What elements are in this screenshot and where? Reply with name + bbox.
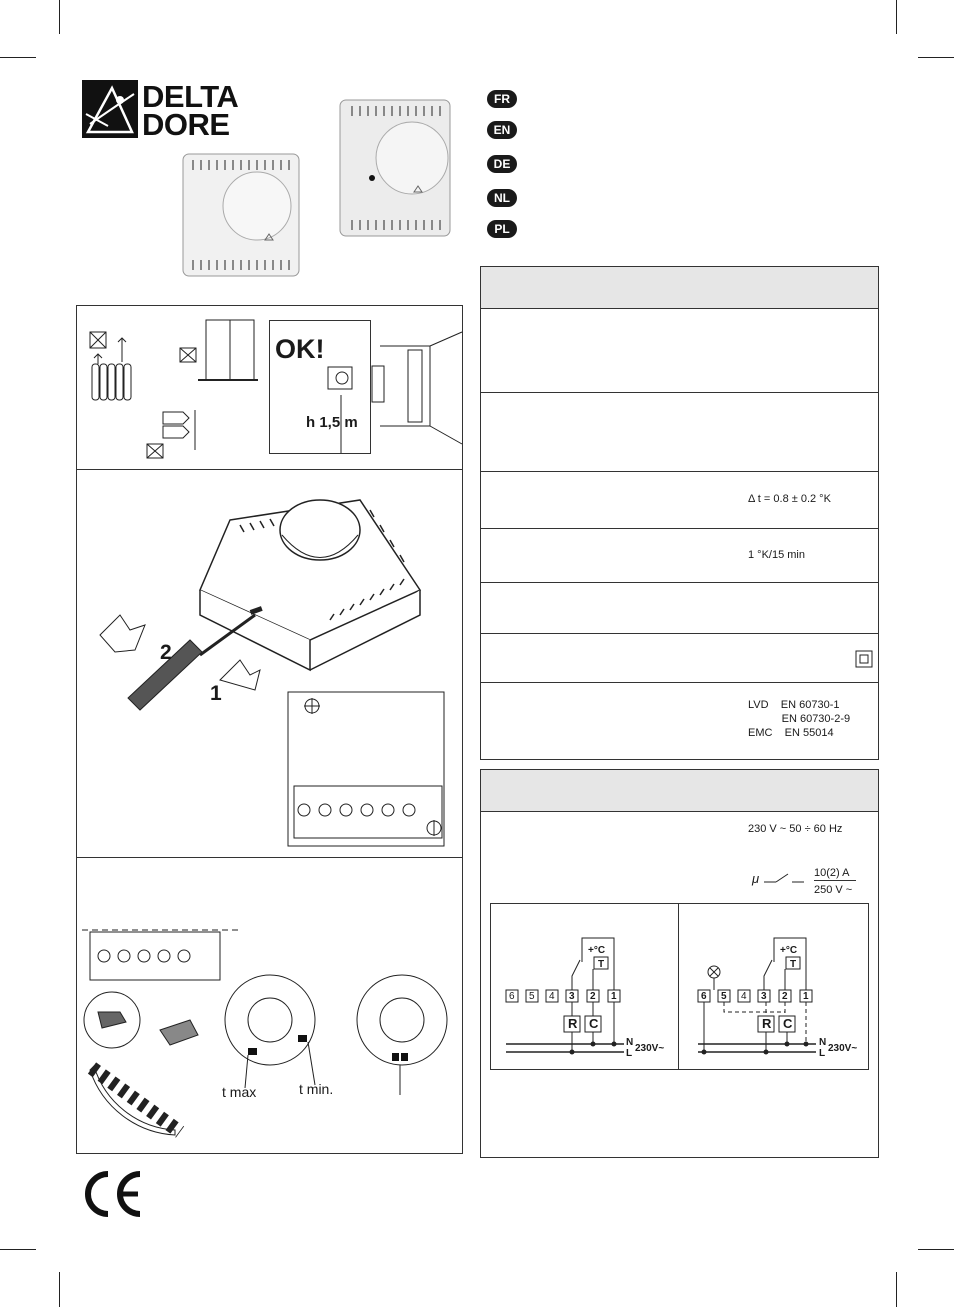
brand-name-line1: DELTA — [142, 79, 239, 114]
standard-lvd-1: LVD EN 60730-1 — [748, 699, 840, 711]
terminal-5: 5 — [529, 991, 535, 1002]
rating-current: 10(2) A — [814, 867, 850, 879]
brand-logo — [82, 79, 242, 142]
specs-row-divider — [481, 392, 878, 393]
radiator-avoid-icon — [88, 330, 148, 410]
terminal-2: 2 — [590, 991, 596, 1002]
terminal-1-b: 1 — [803, 991, 809, 1002]
specs-table — [480, 308, 879, 760]
terminal-4: 4 — [549, 991, 555, 1002]
lang-badge-fr[interactable]: FR — [487, 90, 517, 108]
draft-avoid-icon — [145, 402, 205, 462]
terminal-4-b: 4 — [741, 991, 747, 1002]
voltage-label: 230V~ — [635, 1043, 665, 1054]
crop-mark — [0, 1249, 36, 1250]
terminal-3: 3 — [569, 991, 575, 1002]
terminal-3-b: 3 — [761, 991, 767, 1002]
specs-row-divider — [481, 633, 878, 634]
standard-lvd-2: EN 60730-2-9 — [748, 713, 851, 725]
thermostat-on-wall-icon — [326, 365, 356, 455]
divider — [77, 469, 462, 470]
lang-badge-nl[interactable]: NL — [487, 189, 517, 207]
micro-symbol: μ — [752, 871, 760, 886]
supply-value: 230 V ~ 50 ÷ 60 Hz — [748, 823, 843, 835]
anticipation-value: 1 °K/15 min — [748, 549, 805, 561]
temp-symbol: +°C — [588, 945, 606, 956]
terminal-block-icon — [288, 690, 448, 850]
relay-c: C — [589, 1016, 599, 1031]
temp-symbol-b: +°C — [780, 945, 798, 956]
step-1-label: 1 — [210, 682, 222, 705]
crop-mark — [896, 0, 897, 34]
specs-row-divider — [481, 582, 878, 583]
terminal-6: 6 — [509, 991, 515, 1002]
specs-header — [480, 266, 879, 309]
t-max-label: t max — [222, 1084, 257, 1100]
ce-mark-icon — [80, 1170, 144, 1218]
specs-row-divider — [481, 682, 878, 683]
differential-value: Δ t = 0.8 ± 0.2 °K — [748, 493, 831, 505]
specs-row-divider — [481, 528, 878, 529]
step-2-label: 2 — [160, 641, 172, 664]
live-label-b: L — [819, 1048, 826, 1059]
range-limit-illustration — [80, 920, 460, 1200]
contact-symbol-icon — [764, 872, 806, 886]
terminal-6-b: 6 — [701, 991, 707, 1002]
crop-mark — [59, 0, 60, 34]
crop-mark — [59, 1272, 60, 1307]
terminal-1: 1 — [611, 991, 617, 1002]
wiring-diagram-divider — [678, 904, 679, 1069]
crop-mark — [918, 57, 954, 58]
room-corridor-icon — [370, 326, 465, 446]
neutral-label: N — [626, 1037, 634, 1048]
relay-c-b: C — [783, 1016, 793, 1031]
relay-r-b: R — [762, 1016, 772, 1031]
terminal-2-b: 2 — [782, 991, 788, 1002]
thermostat-box-label-b: T — [790, 959, 797, 970]
class-ii-icon — [855, 650, 873, 668]
electrical-header — [480, 769, 879, 812]
rating-voltage: 250 V ~ — [814, 884, 853, 896]
crop-mark — [0, 57, 36, 58]
brand-name-line2: DORE — [142, 107, 230, 142]
rating-fraction-bar — [814, 880, 856, 881]
logo-emblem-icon — [82, 80, 138, 138]
neutral-label-b: N — [819, 1037, 827, 1048]
height-label: h 1,5 m — [306, 414, 358, 431]
crop-mark — [918, 1249, 954, 1250]
thermostat-photo-side — [338, 98, 453, 238]
window-avoid-icon — [178, 318, 258, 388]
terminal-5-b: 5 — [721, 991, 727, 1002]
lang-badge-de[interactable]: DE — [487, 155, 517, 173]
voltage-label-b: 230V~ — [828, 1043, 858, 1054]
thermostat-photo-front — [181, 148, 301, 278]
specs-row-divider — [481, 471, 878, 472]
lang-badge-en[interactable]: EN — [487, 121, 517, 139]
crop-mark — [896, 1272, 897, 1307]
thermostat-box-label: T — [598, 959, 605, 970]
lang-badge-pl[interactable]: PL — [487, 220, 517, 238]
standard-emc: EMC EN 55014 — [748, 727, 834, 739]
relay-r: R — [568, 1016, 578, 1031]
ok-label: OK! — [275, 334, 325, 364]
live-label: L — [626, 1048, 633, 1059]
t-min-label: t min. — [299, 1081, 334, 1097]
